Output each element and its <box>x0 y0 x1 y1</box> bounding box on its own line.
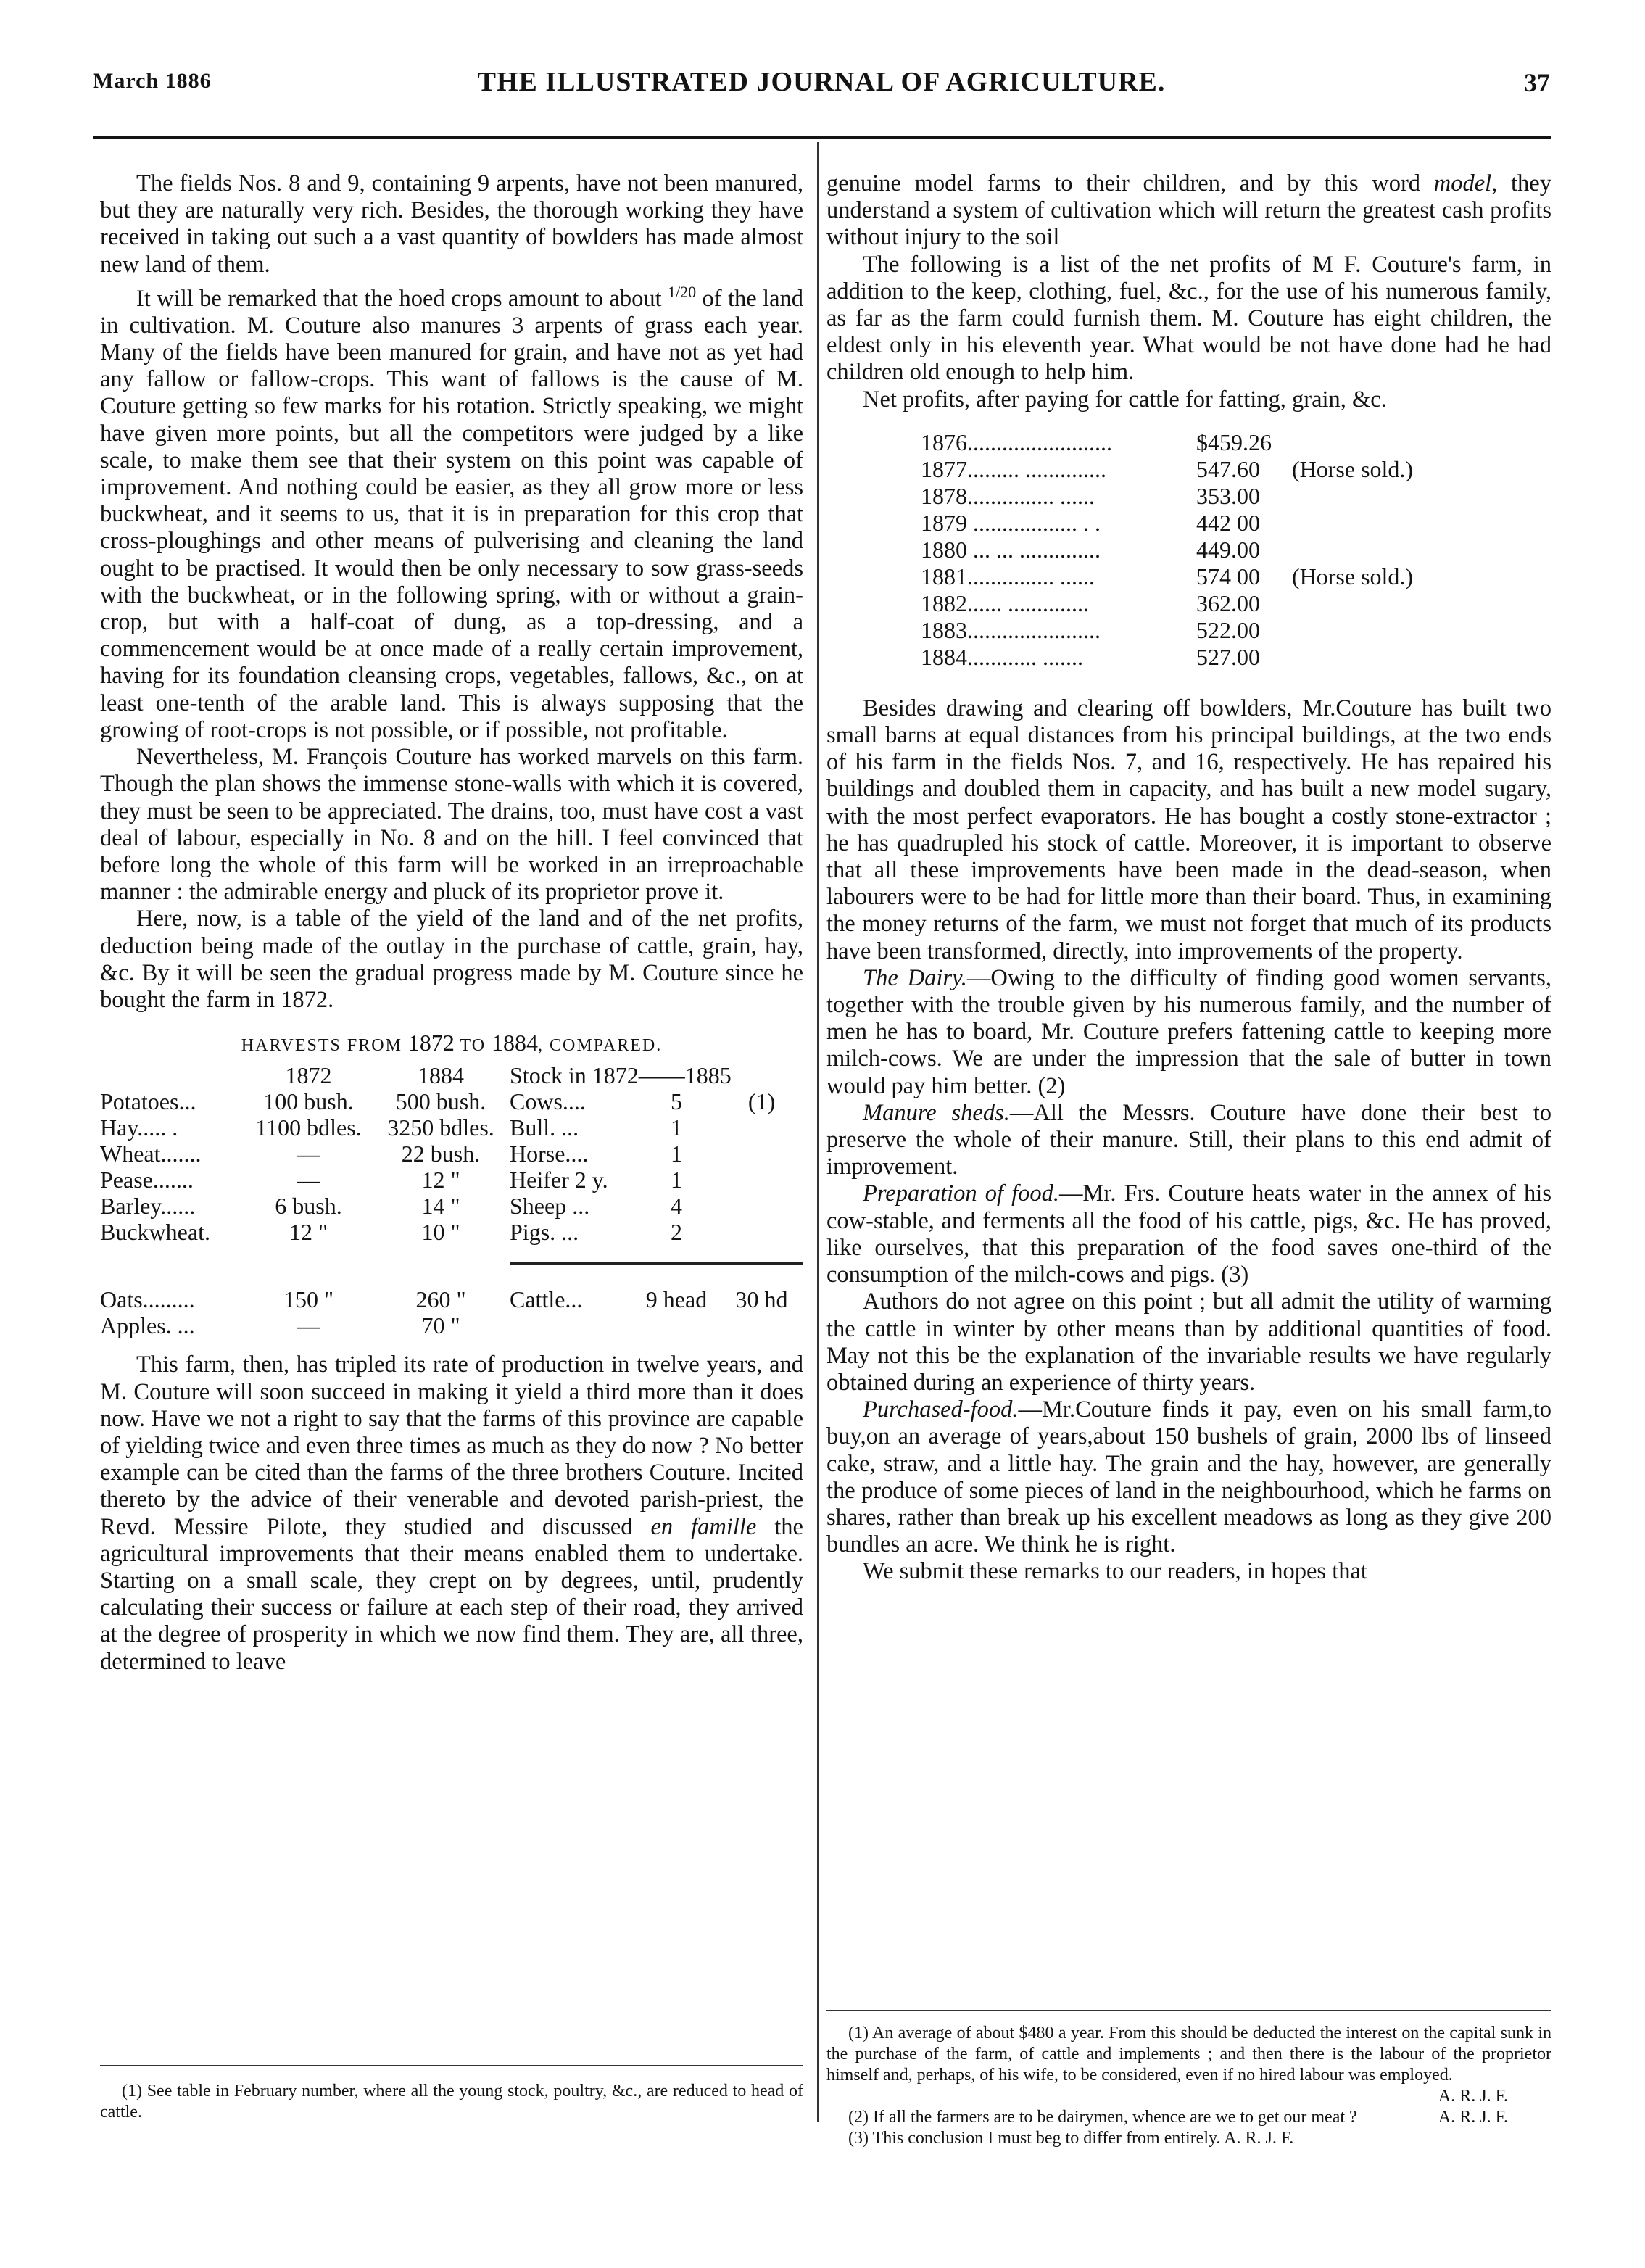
footnotes-right <box>826 2010 1551 2149</box>
column-header: 1872 <box>285 1062 332 1089</box>
section-heading: The Dairy. <box>863 964 967 991</box>
profit-row <box>921 456 1551 483</box>
table-row <box>100 1219 803 1245</box>
table-cell: 100 bush. <box>263 1088 354 1115</box>
table-cell: 2 <box>671 1219 682 1246</box>
table-cell: 22 bush. <box>401 1141 481 1167</box>
footnote: (1) An average of about $480 a year. From this should be deducted the interest on the capital sunk in the purchase of the farm, of cattle and implements ; and then there is the labour of the proprietor himself and, perhaps, of his wife, to be considered, even if no hired labour was employed. A. R. J. F. <box>826 2024 1551 2106</box>
profit-row <box>921 429 1551 456</box>
profit-year: 1883....................... <box>921 616 1101 643</box>
column-divider <box>817 142 819 2122</box>
profit-year: 1881............... ...... <box>921 563 1095 589</box>
profit-note <box>1283 590 1292 617</box>
profit-row <box>921 563 1551 590</box>
journal-title: THE ILLUSTRATED JOURNAL OF AGRICULTURE. <box>477 67 1166 97</box>
table-cell: Bull. ... <box>510 1114 579 1141</box>
profit-value: $459.26 <box>1196 429 1272 455</box>
paragraph: Manure sheds.—All the Messrs. Couture have done their best to preserve the whole of their manure. Still, their plans to this end admit of improvement. <box>826 1099 1551 1180</box>
table-row <box>100 1312 803 1338</box>
right-column <box>826 170 1551 1586</box>
table-cell <box>633 1312 720 1338</box>
profit-row <box>921 644 1551 671</box>
paragraph: The Dairy.—Owing to the difficulty of finding good women servants, together with the trouble given by his numerous family, and the number of men he has to board, Mr. Couture prefers fattening cattle to keeping more milch-cows. We are under the impression that the sale of butter in town would pay him better. (2) <box>826 964 1552 1099</box>
table-cell: 6 bush. <box>275 1193 342 1220</box>
section-heading: Manure sheds. <box>863 1099 1010 1126</box>
paragraph: This farm, then, has tripled its rate of production in twelve years, and M. Couture will soon succeed in making it yield a third more than it does now. Have we not a right to say that the farms of this province are capable of yielding twice and even three times as much as they do now ? No better example can be cited than the farms of the three brothers Couture. Incited thereto by the advice of their venerable and devoted parish-priest, the Revd. Messire Pilote, they studied and discussed en famille the agricultural improvements that their means enabled them to undertake. Starting on a small scale, they crept on by degrees, until, prudently calculating their success or failure at each step of their road, they arrived at the degree of prosperity in which we now find them. They are, all three, determined to leave <box>100 1352 803 1675</box>
table-row <box>100 1286 803 1312</box>
table-cell: 500 bush. <box>395 1088 486 1115</box>
profit-row <box>921 617 1551 644</box>
paragraph: Nevertheless, M. François Couture has worked marvels on this farm. Though the plan shows the immense stone-walls with which it is covered, they must be seen to be appreciated. The drains, too, must have cost a vast deal of labour, especially in No. 8 and on the hill. I feel convinced that before long the whole of this farm will be worked in an irreproachable manner : the admirable energy and pluck of its proprietor prove it. <box>100 744 803 906</box>
issue-date: March 1886 <box>93 69 212 93</box>
profit-row <box>921 537 1551 563</box>
profit-note <box>1283 537 1292 563</box>
paragraph: The fields Nos. 8 and 9, containing 9 arpents, have not been manured, but they are naturally very rich. Besides, the thorough working they have received in taking out such a a vast quantity of bowlders has made almost new land of them. <box>100 170 803 278</box>
profit-year: 1884............ ....... <box>921 643 1083 670</box>
table-cell: Cattle... <box>510 1286 583 1313</box>
profit-year: 1882...... .............. <box>921 589 1089 616</box>
paragraph: Net profits, after paying for cattle for fatting, grain, &c. <box>863 386 1387 413</box>
table-cell: (1) <box>747 1088 776 1115</box>
paragraph: Purchased-food.—Mr.Couture finds it pay, even on his small farm,to buy,on an average of years,about 150 bushels of grain, 2000 lbs of linseed cake, straw, and a little hay. The grain and the hay, however, are generally the produce of some pieces of land in the neighbourhood, which he farms on shares, rather than break up his excellent meadows as long as they give 200 bundles an acre. We think he is right. <box>826 1396 1551 1558</box>
table-rule <box>510 1245 803 1264</box>
profit-value: 522.00 <box>1196 616 1260 643</box>
paragraph: genuine model farms to their children, and by this word model, they understand a system of cultivation which will return the greatest cash profits without injury to the soil <box>826 170 1551 251</box>
page-header <box>93 69 1550 105</box>
table-cell: 1 <box>671 1167 682 1193</box>
paragraph: We submit these remarks to our readers, in hopes that <box>863 1558 1367 1585</box>
table-row <box>100 1114 803 1141</box>
table-cell: 260 " <box>415 1286 466 1313</box>
paragraph: Preparation of food.—Mr. Frs. Couture heats water in the annex of his cow-stable, and ferments all the food of his cattle, pigs, &c. He has proved, like ourselves, that this preparation of the food saves one-third of the consumption of the milch-cows and pigs. (3) <box>826 1180 1551 1288</box>
page-number: 37 <box>1524 68 1550 97</box>
profit-year: 1877......... .............. <box>921 455 1106 482</box>
table-row <box>100 1167 803 1193</box>
column-header: 1884 <box>418 1062 464 1089</box>
signature: A. R. J. F. <box>1438 2087 1508 2106</box>
section-heading: Preparation of food. <box>863 1180 1059 1207</box>
table-cell: 1 <box>671 1141 682 1167</box>
footnote: (3) This conclusion I must beg to differ from entirely. A. R. J. F. <box>848 2129 1294 2148</box>
profit-value: 442 00 <box>1196 509 1260 536</box>
table-cell: Barley...... <box>100 1193 196 1220</box>
left-column <box>100 170 803 1676</box>
table-cell: 12 " <box>289 1219 328 1246</box>
section-heading: Purchased-food. <box>863 1396 1019 1423</box>
profit-note <box>1283 644 1292 671</box>
profit-note: (Horse sold.) <box>1292 455 1414 482</box>
table-cell: Apples. ... <box>100 1312 195 1339</box>
table-cell: 14 " <box>421 1193 460 1220</box>
profit-note <box>1283 510 1292 537</box>
paragraph: It will be remarked that the hoed crops amount to about $^{1/20}$ of the land in cultivation. M. Couture also manures 3 arpents of grass each year. Many of the fields have been manured for grain, and have not as yet had any fallow or fallow-crops. This want of fallows is the cause of M. Couture getting so few marks for his rotation. Strictly speaking, we might have given more points, but all the competitors were judged by a like scale, to make them see that their system on this point was capable of improvement. And nothing could be easier, as they all grow more or less buckwheat, and it seems to us, that it is in preparation for this crop that cross-ploughings and other means of pulverising and cleaning the land ought to be practised. It would then be only necessary to sow grass-seeds with the buckwheat, or in the following spring, with or without a grain-crop, but with a half-coat of dung, as a top-dressing, and a commencement would be at once made of a really certain improvement, having for its foundation cleansing crops, vegetables, fallows, &c., on at least one-tenth of the arable land. This is always supposing that the growing of root-crops is not possible, or if possible, not profitable. <box>100 282 804 743</box>
table-cell <box>510 1312 633 1338</box>
table-cell: — <box>297 1141 320 1167</box>
table-cell: 3250 bdles. <box>387 1114 494 1141</box>
table-cell: 1 <box>671 1114 682 1141</box>
profit-year: 1879 .................. . . <box>921 509 1101 536</box>
table-cell <box>720 1312 803 1338</box>
column-header: Stock in 1872——1885 <box>510 1062 732 1089</box>
profit-value: 547.60 <box>1196 455 1260 482</box>
table-row <box>100 1088 803 1114</box>
paragraph: The following is a list of the net profits of M F. Couture's farm, in addition to the keep, clothing, fuel, &c., for the use of his numerous family, as far as the farm could furnish them. M. Couture has eight children, the eldest only in his eleventh year. What would be not have done had he had children old enough to help him. <box>826 251 1551 386</box>
table-cell: Hay..... . <box>100 1114 178 1141</box>
table-cell: Cows.... <box>510 1088 586 1115</box>
table-cell: Pease....... <box>100 1167 194 1193</box>
profits-table <box>921 429 1551 671</box>
fraction: 1/20 <box>668 282 697 301</box>
table-cell: 10 " <box>421 1219 460 1246</box>
profit-year: 1876......................... <box>921 429 1112 455</box>
signature: A. R. J. F. <box>1224 2129 1294 2148</box>
footnote: (2) If all the farmers are to be dairymen, whence are we to get our meat ? A. R. J. F. <box>826 2107 1551 2128</box>
table-cell <box>720 1219 803 1245</box>
table-cell: 9 head <box>645 1286 708 1313</box>
table-row <box>100 1141 803 1167</box>
table-row <box>100 1193 803 1219</box>
profit-note: (Horse sold.) <box>1292 563 1414 589</box>
profit-row <box>921 510 1551 537</box>
table-cell: 30 hd <box>735 1286 788 1313</box>
table-cell: Heifer 2 y. <box>510 1167 608 1193</box>
table-cell <box>720 1114 803 1141</box>
footnote-left: (1) See table in February number, where all the young stock, poultry, &c., are reduced to head of cattle. <box>100 2065 803 2123</box>
paragraph: Here, now, is a table of the yield of the land and of the net profits, deduction being made of the outlay in the purchase of cattle, grain, hay, &c. By it will be seen the gradual progress made by M. Couture since he bought the farm in 1872. <box>100 906 803 1013</box>
table-cell: Pigs. ... <box>510 1219 579 1246</box>
table-cell <box>720 1141 803 1167</box>
profit-value: 362.00 <box>1196 589 1260 616</box>
table-cell: — <box>297 1312 320 1339</box>
table-cell: — <box>297 1167 320 1193</box>
signature: A. R. J. F. <box>1438 2108 1508 2127</box>
table-cell: Buckwheat. <box>100 1219 210 1246</box>
harvest-table <box>100 1062 803 1338</box>
profit-row <box>921 483 1551 510</box>
table-cell <box>720 1193 803 1219</box>
profit-note <box>1283 617 1292 644</box>
profit-value: 527.00 <box>1196 643 1260 670</box>
table-cell: 70 " <box>421 1312 460 1339</box>
paragraph: Besides drawing and clearing off bowlders, Mr.Couture has built two small barns at equal distances from his principal buildings, at the two ends of his farm in the fields Nos. 7, and 16, respectively. He has repaired his buildings and doubled them in capacity, and has built a new model sugary, with the most perfect evaporators. He has bought a costly stone-extractor ; he has quadrupled his stock of cattle. Moreover, it is important to observe that all these improvements have been made in the dead-season, when labourers were to be had for little more than their board. Thus, in examining the money returns of the farm, we must not forget that much of its products have been transformed, directly, into improvements of the property. <box>826 695 1551 964</box>
table-cell: 12 " <box>421 1167 460 1193</box>
table-cell: 1100 bdles. <box>255 1114 362 1141</box>
profit-row <box>921 590 1551 617</box>
harvest-table-title: HARVESTS FROM 1872 TO 1884, COMPARED. <box>241 1030 663 1056</box>
profit-note <box>1283 429 1292 456</box>
profit-year: 1880 ... ... .............. <box>921 536 1101 563</box>
table-cell: 150 " <box>283 1286 334 1313</box>
profit-value: 353.00 <box>1196 482 1260 509</box>
table-header-row <box>100 1062 803 1088</box>
table-cell: 5 <box>671 1088 682 1115</box>
table-cell: Sheep ... <box>510 1193 590 1220</box>
profit-note <box>1283 483 1292 510</box>
header-rule <box>93 136 1551 139</box>
profit-year: 1878............... ...... <box>921 482 1095 509</box>
table-cell: Potatoes... <box>100 1088 196 1115</box>
table-cell: 4 <box>671 1193 682 1220</box>
profit-value: 449.00 <box>1196 536 1260 563</box>
table-cell: Horse.... <box>510 1141 589 1167</box>
paragraph: Authors do not agree on this point ; but all admit the utility of warming the cattle in winter by other means than by additional quantities of food. May not this be the explanation of the invariable results we have regularly obtained during an experience of thirty years. <box>826 1288 1551 1396</box>
table-cell <box>720 1167 803 1193</box>
table-cell: Wheat....... <box>100 1141 202 1167</box>
profit-value: 574 00 <box>1196 563 1260 589</box>
table-cell: Oats......... <box>100 1286 195 1313</box>
